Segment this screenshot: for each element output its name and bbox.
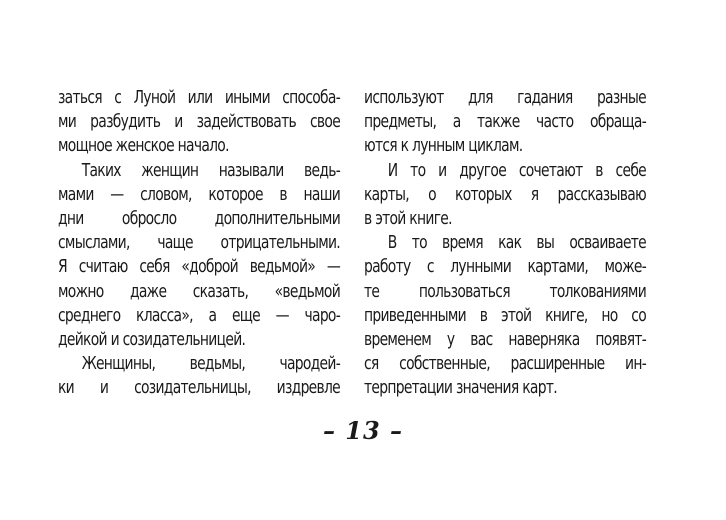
right-text-column: [364, 86, 646, 400]
text-line: смыслами, чаще отрицательными.: [58, 233, 341, 254]
text-line: дейкой и созидательницей.: [58, 329, 246, 350]
text-line: используют для гадания разные: [364, 88, 647, 108]
text-line: Таких женщин называли ведь-: [81, 160, 341, 181]
text-line: предметы, а также часто обраща-: [364, 112, 647, 133]
text-line: ми разбудить и задействовать свое: [58, 112, 341, 133]
text-line: те пользоваться толкованиями: [364, 281, 647, 302]
left-text-column: [58, 86, 340, 400]
text-line: мами — словом, которое в наши: [58, 184, 341, 205]
text-line: заться с Луной или иными способа-: [58, 88, 341, 108]
text-line: ки и созидательницы, издревле: [58, 378, 341, 399]
text-line: можно даже сказать, «ведьмой: [58, 281, 341, 302]
text-line: терпретации значения карт.: [364, 378, 557, 399]
text-line: карты, о которых я рассказываю: [364, 184, 647, 205]
text-line: Женщины, ведьмы, чародей-: [81, 354, 341, 375]
text-line: временем у вас наверняка появят-: [364, 329, 647, 350]
text-line: в этой книге.: [364, 208, 452, 229]
text-line: мощное женское начало.: [58, 136, 229, 157]
text-line: И то и другое сочетают в себе: [387, 160, 647, 181]
text-line: дни обросло дополнительными: [58, 208, 341, 229]
page-number: – 13 –: [322, 416, 404, 445]
text-line: ся собственные, расширенные ин-: [364, 354, 647, 375]
text-line: работу с лунными картами, може-: [364, 257, 647, 278]
text-line: В то время как вы осваиваете: [387, 233, 647, 254]
text-line: среднего класса», а еще — чаро-: [58, 305, 341, 326]
text-line: Я считаю себя «доброй ведьмой» —: [58, 257, 341, 278]
text-line: ются к лунным циклам.: [364, 136, 523, 157]
text-line: приведенными в этой книге, но со: [364, 305, 647, 326]
